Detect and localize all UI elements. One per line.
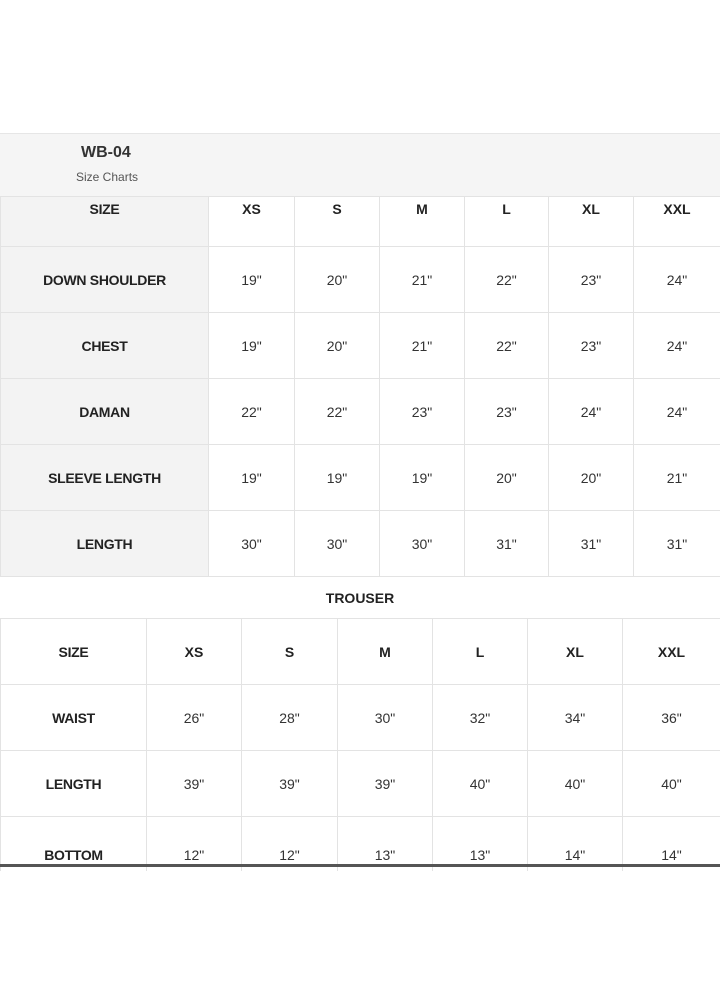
measurement-cell: 22" — [465, 247, 549, 313]
measurement-cell: 40" — [623, 751, 720, 817]
measurement-cell: 19" — [209, 247, 295, 313]
measurement-cell: 12" — [147, 817, 242, 872]
product-code: WB-04 — [81, 144, 131, 161]
measurement-cell: 34" — [528, 685, 623, 751]
measurement-cell: 14" — [528, 817, 623, 872]
measurement-cell: 23" — [549, 313, 634, 379]
measurement-cell: 39" — [242, 751, 338, 817]
table-row — [1, 445, 720, 511]
size-column-header: XL — [528, 619, 623, 685]
row-label: CHEST — [1, 313, 209, 379]
measurement-cell: 12" — [242, 817, 338, 872]
measurement-cell: 39" — [338, 751, 433, 817]
table-header-row — [1, 197, 720, 247]
measurement-cell: 26" — [147, 685, 242, 751]
size-column-header: XXL — [634, 197, 720, 247]
size-column-header: M — [380, 197, 465, 247]
measurement-cell: 24" — [634, 379, 720, 445]
size-column-header: S — [242, 619, 338, 685]
bottom-divider — [0, 864, 720, 867]
measurement-cell: 30" — [380, 511, 465, 577]
size-column-header: XXL — [623, 619, 720, 685]
measurement-cell: 36" — [623, 685, 720, 751]
measurement-cell: 19" — [209, 313, 295, 379]
measurement-cell: 23" — [549, 247, 634, 313]
measurement-cell: 22" — [295, 379, 380, 445]
table-row — [1, 379, 720, 445]
measurement-cell: 23" — [380, 379, 465, 445]
measurement-cell: 23" — [465, 379, 549, 445]
measurement-cell: 21" — [634, 445, 720, 511]
row-label: DAMAN — [1, 379, 209, 445]
measurement-cell: 40" — [433, 751, 528, 817]
measurement-cell: 30" — [209, 511, 295, 577]
measurement-cell: 13" — [433, 817, 528, 872]
trouser-size-table — [0, 618, 720, 871]
row-label: SLEEVE LENGTH — [1, 445, 209, 511]
measurement-cell: 21" — [380, 247, 465, 313]
table-row — [1, 685, 720, 751]
row-label: LENGTH — [1, 511, 209, 577]
measurement-cell: 21" — [380, 313, 465, 379]
chart-subtitle: Size Charts — [76, 170, 139, 184]
measurement-cell: 30" — [338, 685, 433, 751]
measurement-cell: 28" — [242, 685, 338, 751]
chart-header — [0, 133, 720, 197]
size-column-header: L — [433, 619, 528, 685]
table-row — [1, 751, 720, 817]
shirt-size-table — [0, 196, 720, 577]
row-label: WAIST — [1, 685, 147, 751]
measurement-cell: 22" — [465, 313, 549, 379]
measurement-cell: 20" — [295, 247, 380, 313]
size-column-header: S — [295, 197, 380, 247]
measurement-cell: 19" — [295, 445, 380, 511]
measurement-cell: 31" — [465, 511, 549, 577]
measurement-cell: 19" — [209, 445, 295, 511]
size-column-header: XS — [209, 197, 295, 247]
measurement-cell: 31" — [634, 511, 720, 577]
trouser-section-title: TROUSER — [325, 590, 395, 606]
measurement-cell: 22" — [209, 379, 295, 445]
row-label: DOWN SHOULDER — [1, 247, 209, 313]
measurement-cell: 13" — [338, 817, 433, 872]
row-label: LENGTH — [1, 751, 147, 817]
size-header: SIZE — [1, 619, 147, 685]
size-column-header: M — [338, 619, 433, 685]
measurement-cell: 30" — [295, 511, 380, 577]
table-row — [1, 247, 720, 313]
measurement-cell: 24" — [634, 247, 720, 313]
measurement-cell: 14" — [623, 817, 720, 872]
table-row — [1, 313, 720, 379]
measurement-cell: 32" — [433, 685, 528, 751]
measurement-cell: 20" — [295, 313, 380, 379]
table-row — [1, 817, 720, 872]
size-column-header: XS — [147, 619, 242, 685]
measurement-cell: 31" — [549, 511, 634, 577]
measurement-cell: 20" — [465, 445, 549, 511]
measurement-cell: 20" — [549, 445, 634, 511]
measurement-cell: 19" — [380, 445, 465, 511]
measurement-cell: 24" — [634, 313, 720, 379]
table-header-row — [1, 619, 720, 685]
table-row — [1, 511, 720, 577]
size-column-header: L — [465, 197, 549, 247]
measurement-cell: 24" — [549, 379, 634, 445]
row-label: BOTTOM — [1, 817, 147, 872]
measurement-cell: 39" — [147, 751, 242, 817]
measurement-cell: 40" — [528, 751, 623, 817]
size-header: SIZE — [1, 197, 209, 247]
size-column-header: XL — [549, 197, 634, 247]
